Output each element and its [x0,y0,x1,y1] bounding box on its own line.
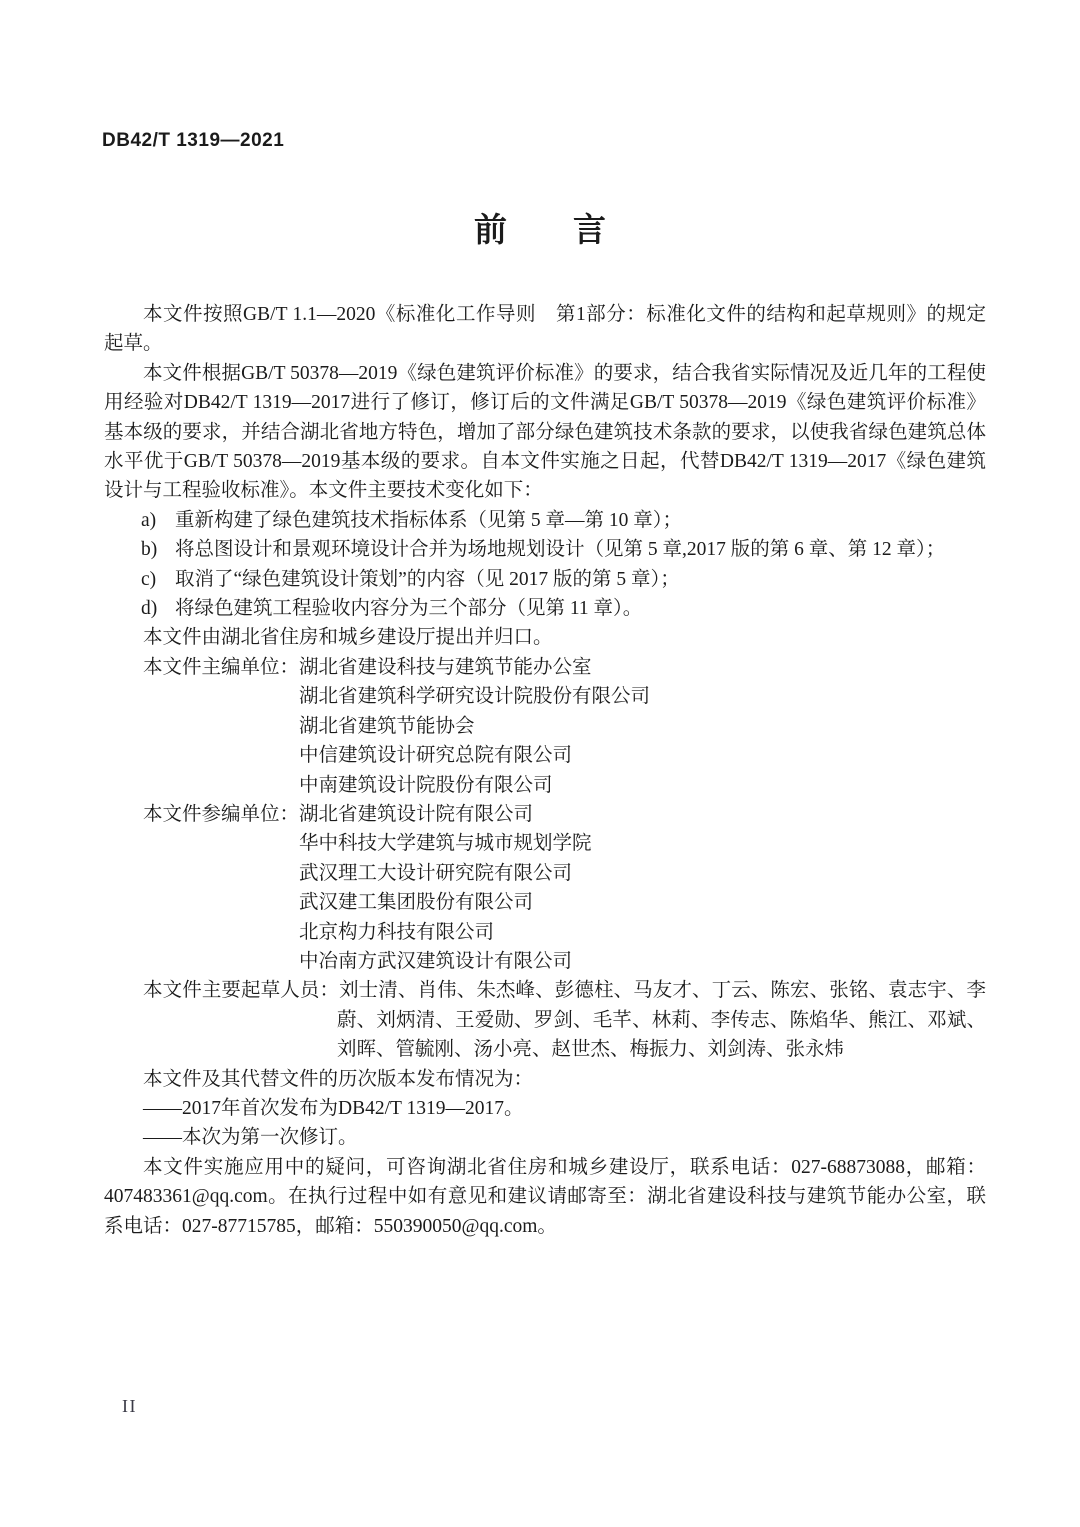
page-number: II [122,1396,137,1416]
unit-item: 北京构力科技有限公司 [299,921,495,943]
chief-units-first-line [104,653,986,682]
paragraph-proposer: 本文件由湖北省住房和城乡建设厅提出并归口。 [143,627,553,649]
doc-number: DB42/T 1319—2021 [102,130,285,151]
foreword-body [104,300,986,1241]
unit-item: 华中科技大学建筑与城市规划学院 [299,833,592,855]
change-item-text: 取消了“绿色建筑设计策划”的内容（见 2017 版的第 5 章）； [175,568,680,590]
paragraph-contact: 本文件实施应用中的疑问，可咨询湖北省住房和城乡建设厅，联系电话：027-68873088，邮箱：407483361@qq.com。在执行过程中如有意见和建议请邮寄至：湖北省建设科技与建筑节能办公室，联系电话：027-87715785，邮箱：550390050@qq.com。 [104,1156,986,1237]
unit-item: 中冶南方武汉建筑设计有限公司 [299,950,573,972]
chief-units-label: 本文件主编单位： [143,656,300,678]
paragraph-standard-basis: 本文件按照GB/T 1.1—2020《标准化工作导则 第1部分：标准化文件的结构和起草规则》的规定起草。 [104,304,986,355]
unit-item: 湖北省建设科技与建筑节能办公室 [299,656,592,678]
paragraph-revision-basis: 本文件根据GB/T 50378—2019《绿色建筑评价标准》的要求，结合我省实际情况及近几年的工程使用经验对DB42/T 1319—2017进行了修订，修订后的文件满足GB/T 50378—2019《绿色建筑评价标准》基本级的要求，并结合湖北省地方特色，增加了部分绿色建筑技术条款的要求，以使我省绿色建筑总体水平优于GB/T 50378—2019基本级的要求。自本文件实施之日起，代替DB42/T 1319—2017《绿色建筑设计与工程验收标准》。本文件主要技术变化如下： [104,362,986,502]
drafters-label: 本文件主要起草人员： [143,980,340,1002]
change-item [141,506,986,535]
change-item-marker: b) [141,539,158,561]
history-item: ——2017年首次发布为DB42/T 1319—2017。 [143,1097,524,1119]
change-item [141,565,986,594]
change-item-text: 重新构建了绿色建筑技术指标体系（见第 5 章—第 10 章）； [175,509,683,531]
unit-item: 武汉建工集团股份有限公司 [299,892,534,914]
unit-item: 武汉理工大设计研究院有限公司 [299,862,573,884]
unit-item: 湖北省建筑科学研究设计院股份有限公司 [299,686,651,708]
history-item: ——本次为第一次修订。 [143,1127,358,1149]
chief-units-block [104,653,986,800]
change-item [141,594,986,623]
change-item-text: 将绿色建筑工程验收内容分为三个部分（见第 11 章）。 [175,598,643,620]
unit-item: 湖北省建筑设计院有限公司 [299,803,534,825]
change-item-marker: c) [141,568,157,590]
participating-units-first-line [104,800,986,829]
participating-units-label: 本文件参编单位： [143,803,300,825]
change-list [104,506,986,624]
unit-item: 中信建筑设计研究总院有限公司 [299,745,573,767]
change-item [141,535,986,564]
unit-item: 湖北省建筑节能协会 [299,715,475,737]
drafters-names: 刘士清、肖伟、朱杰峰、彭德柱、马友才、丁云、陈宏、张铭、袁志宇、李蔚、刘炳清、王爱勋、罗剑、毛芊、林莉、李传志、陈焰华、熊江、邓斌、刘晖、管毓刚、汤小亮、赵世杰、梅振力、刘剑涛、张永炜 [337,980,986,1061]
change-item-text: 将总图设计和景观环境设计合并为场地规划设计（见第 5 章,2017 版的第 6 章、第 12 章）； [175,539,946,561]
paragraph-history-intro: 本文件及其代替文件的历次版本发布情况为： [143,1068,534,1090]
drafters-block [104,976,986,1064]
participating-units-block [104,800,986,976]
change-item-marker: a) [141,509,157,531]
change-item-marker: d) [141,598,158,620]
unit-item: 中南建筑设计院股份有限公司 [299,774,553,796]
page-title: 前 言 [474,211,606,248]
